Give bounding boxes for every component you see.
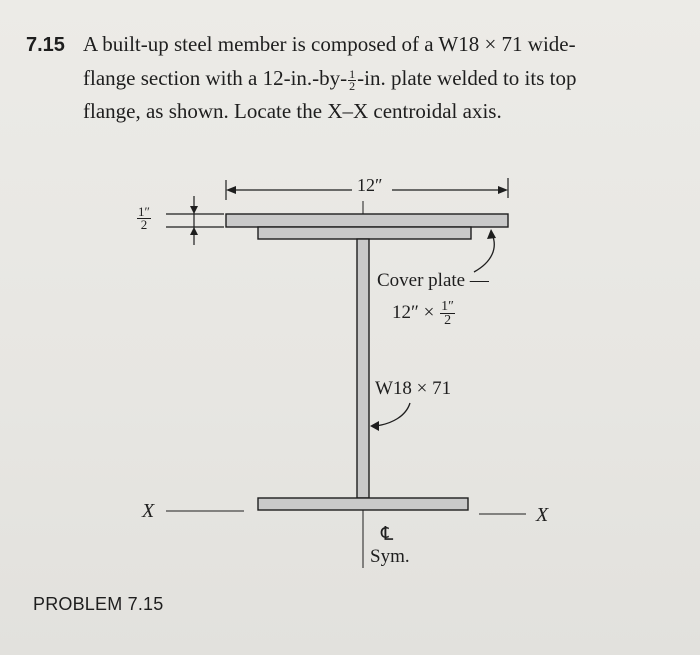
axis-label-right: X — [536, 504, 549, 526]
cover-plate-label: Cover plate — — [377, 270, 489, 291]
problem-line-2: flange section with a 12-in.-by- $\frac{1}{2}$ -in. plate welded to its top — [83, 66, 577, 93]
web — [357, 239, 369, 498]
section-label: W18 × 71 — [375, 378, 452, 399]
thick-arrow-bottom — [190, 227, 198, 235]
sym-label: Sym. — [370, 546, 410, 567]
axis-label-left: X — [142, 500, 155, 522]
width-dim-label: 12″ — [357, 175, 383, 195]
thickness-dimension — [166, 196, 224, 245]
problem-line-1: 7.15 A built-up steel member is composed of a W18 × 71 wide- — [26, 28, 676, 62]
cover-plate-leader — [474, 234, 494, 272]
fraction-half: $\frac{1}{2}$ — [349, 66, 356, 93]
thickness-label: $\frac{1''}{2}$ — [138, 204, 150, 232]
top-flange — [258, 227, 471, 239]
centerline-symbol: ℄ — [381, 524, 394, 545]
problem-line-3: flange, as shown. Locate the X–X centroidal axis. — [83, 99, 502, 123]
problem-number: 7.15 — [26, 34, 65, 56]
section-leader-arrow — [370, 421, 379, 431]
dim-arrow-right — [498, 186, 508, 194]
problem-caption: PROBLEM 7.15 — [33, 594, 164, 614]
bottom-flange — [258, 498, 468, 510]
dim-arrow-left — [226, 186, 236, 194]
thick-arrow-top — [190, 206, 198, 214]
cover-plate — [226, 214, 508, 227]
cover-plate-leader-arrow — [487, 229, 496, 239]
cover-plate-size: 12″ × $\frac{1''}{2}$ — [392, 299, 454, 328]
section-leader — [375, 403, 410, 426]
